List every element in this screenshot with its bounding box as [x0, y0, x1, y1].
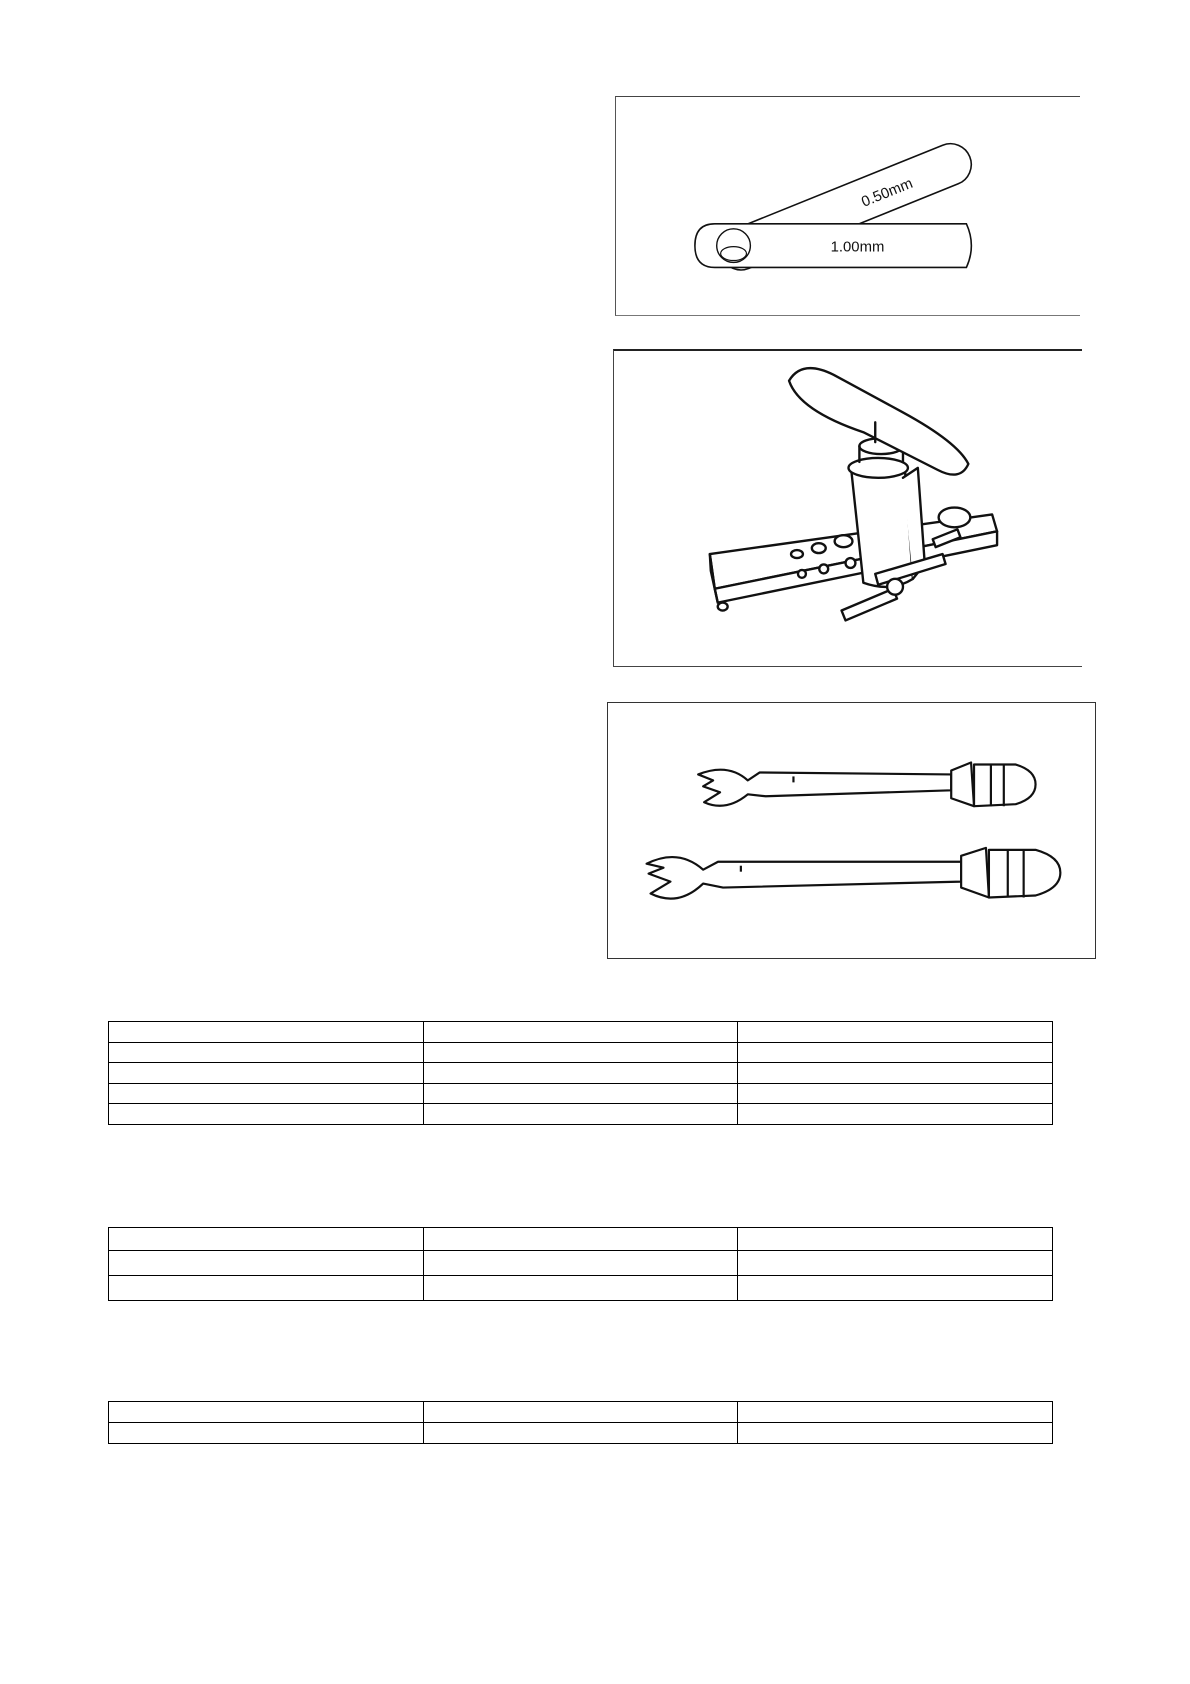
- table-row: [109, 1083, 1053, 1104]
- table-cell: [738, 1276, 1053, 1301]
- table-row: [109, 1063, 1053, 1084]
- table-cell: [738, 1063, 1053, 1084]
- table-cell: [109, 1276, 424, 1301]
- table-cell: [738, 1083, 1053, 1104]
- table-cell: [423, 1022, 738, 1043]
- table-cell: [423, 1422, 738, 1443]
- table-row: [109, 1042, 1053, 1063]
- table-cell: [423, 1402, 738, 1423]
- blade-label-top: 0.50mm: [859, 175, 916, 211]
- table-cell: [423, 1276, 738, 1301]
- table-row: [109, 1228, 1053, 1251]
- torque-wrench-figure: [607, 702, 1096, 959]
- feeler-gauge-figure: [615, 96, 1080, 316]
- blade-label-bottom: 1.00mm: [830, 239, 885, 256]
- table-cell: [109, 1083, 424, 1104]
- specification-table-2: [108, 1227, 1053, 1301]
- table-cell: [423, 1251, 738, 1276]
- table-cell: [109, 1063, 424, 1084]
- table-row: [109, 1402, 1053, 1423]
- torque-wrench-icon: [608, 703, 1095, 958]
- table-cell: [738, 1228, 1053, 1251]
- table-row: [109, 1104, 1053, 1125]
- table-cell: [738, 1251, 1053, 1276]
- table-cell: [738, 1104, 1053, 1125]
- table-cell: [423, 1063, 738, 1084]
- table-cell: [109, 1422, 424, 1443]
- flaring-tool-icon: [614, 351, 1082, 666]
- table-cell: [423, 1083, 738, 1104]
- table-cell: [109, 1402, 424, 1423]
- table-cell: [738, 1022, 1053, 1043]
- table-cell: [423, 1228, 738, 1251]
- table-cell: [109, 1022, 424, 1043]
- table-row: [109, 1251, 1053, 1276]
- table-cell: [423, 1042, 738, 1063]
- specification-table-1: [108, 1021, 1053, 1125]
- table-cell: [109, 1042, 424, 1063]
- table-cell: [109, 1251, 424, 1276]
- table-cell: [738, 1042, 1053, 1063]
- table-cell: [423, 1104, 738, 1125]
- table-row: [109, 1422, 1053, 1443]
- table-cell: [109, 1228, 424, 1251]
- table-row: [109, 1022, 1053, 1043]
- table-cell: [738, 1422, 1053, 1443]
- specification-table-3: [108, 1401, 1053, 1444]
- table-cell: [738, 1402, 1053, 1423]
- table-row: [109, 1276, 1053, 1301]
- table-cell: [109, 1104, 424, 1125]
- feeler-gauge-icon: [616, 97, 1080, 315]
- flaring-tool-figure: [613, 349, 1082, 667]
